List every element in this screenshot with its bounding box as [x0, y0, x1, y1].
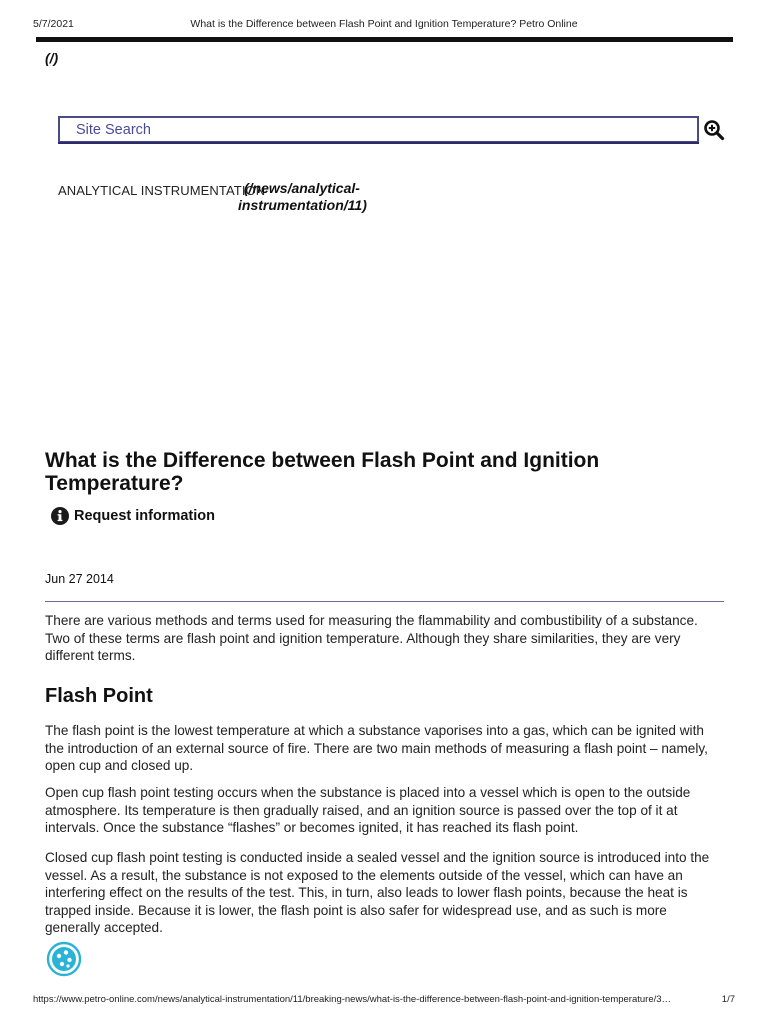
search-underline	[58, 142, 699, 144]
site-search	[58, 116, 724, 143]
top-rule	[36, 37, 733, 42]
category-link-line1: (/news/analytical-	[244, 180, 360, 196]
request-information-label: Request information	[74, 508, 215, 524]
category-link[interactable]	[238, 180, 388, 214]
flash-point-paragraph: The flash point is the lowest temperature at which a substance vaporises into a gas, which can be ignited with the introduction of an external source of fire. There are two main methods of measuring a flash point – namely, open cup and closed up.	[45, 723, 708, 774]
open-cup-paragraph: Open cup flash point testing occurs when the substance is placed into a vessel which is open to the outside atmosphere. Its temperature is then gradually raised, and an ignition source is passed over the top of it at intervals. Once the substance “flashes” or becomes ignited, it has reached its flash point.	[45, 785, 691, 836]
print-header	[33, 18, 735, 32]
print-footer	[33, 994, 735, 1008]
search-button[interactable]	[703, 119, 725, 141]
section-heading-flash-point: Flash Point	[45, 685, 153, 707]
article-title: What is the Difference between Flash Point and Ignition Temperature?	[45, 449, 600, 495]
print-date: 5/7/2021	[33, 18, 74, 30]
article-date: Jun 27 2014	[45, 572, 114, 586]
category-link-line2: instrumentation/11)	[238, 197, 367, 213]
search-zoom-icon	[703, 119, 725, 141]
intro-paragraph: There are various methods and terms used for measuring the flammability and combustibility of a substance. Two of these terms are flash point and ignition temperature. Although they share similarities, they are very different terms.	[45, 613, 698, 664]
print-title: What is the Difference between Flash Point and Ignition Temperature? Petro Online	[190, 18, 578, 30]
request-information-link[interactable]	[51, 506, 215, 526]
home-link[interactable]: (/)	[45, 50, 59, 66]
category-label: ANALYTICAL INSTRUMENTATION	[58, 183, 266, 198]
footer-url: https://www.petro-online.com/news/analytical-instrumentation/11/breaking-news/what-is-the-difference-between-flash-point-and-ignition-temperature/3…	[33, 994, 672, 1005]
date-divider	[45, 601, 724, 602]
footer-page-number: 1/7	[721, 994, 735, 1005]
closed-cup-paragraph: Closed cup flash point testing is conducted inside a sealed vessel and the ignition source is introduced into the vessel. As a result, the substance is not exposed to the elements outside of the vessel, which can have an interfering effect on the results of the test. This, in turn, also leads to lower flash points, because the heat is trapped inside. Because it is lower, the flash point is also safer for widespread use, and as such is more generally accepted.	[45, 850, 710, 936]
share-widget-button[interactable]	[46, 941, 82, 977]
search-input[interactable]	[58, 116, 699, 143]
share-dots-icon	[46, 941, 82, 977]
info-icon	[51, 507, 69, 525]
